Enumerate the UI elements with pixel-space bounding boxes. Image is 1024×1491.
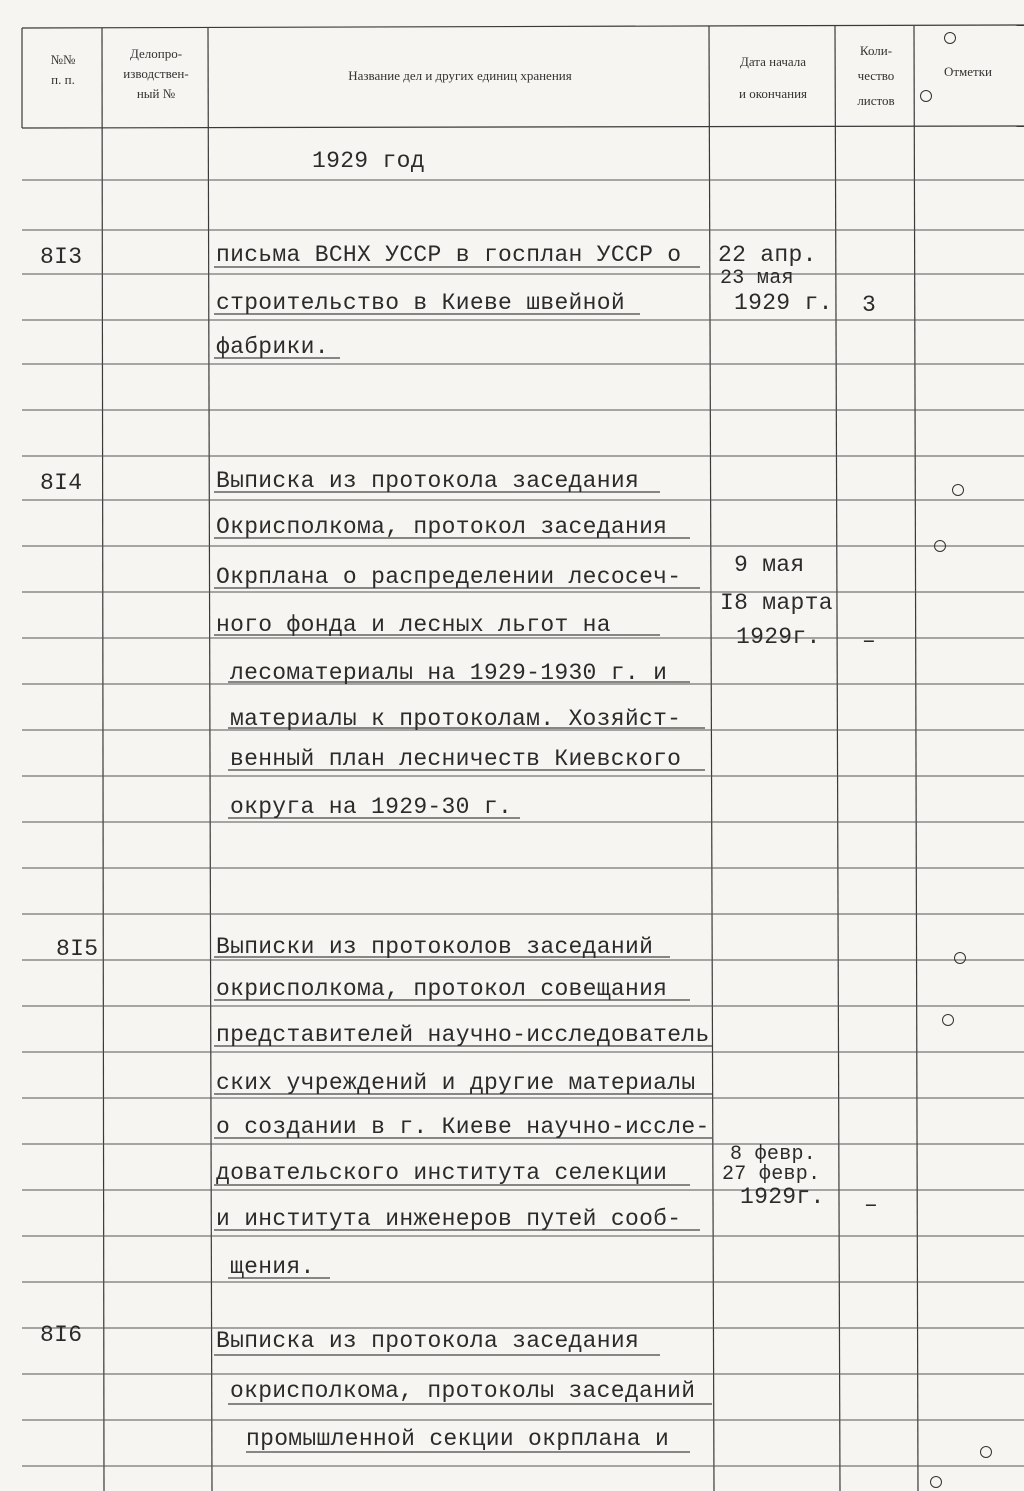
punch-hole-mark	[952, 484, 964, 496]
record-date-year: 1929 г.	[734, 290, 833, 316]
record-sheets: –	[864, 1192, 879, 1218]
record-date-end: 23 мая	[720, 267, 794, 290]
record-title-line: ских учреждений и другие материалы	[216, 1070, 696, 1096]
record-title-line: окрисполкома, протоколы заседаний	[230, 1378, 696, 1404]
record-date-start: 8 февр.	[730, 1143, 817, 1166]
record-title-line: фабрики.	[216, 334, 329, 360]
header-col-office-num: Делопро- изводствен- ный №	[123, 46, 189, 101]
record-title-line: письма ВСНХ УССР в госплан УССР о	[216, 242, 682, 268]
record-number: 8I6	[40, 1322, 83, 1348]
record-title-line: венный план лесничеств Киевского	[230, 746, 682, 772]
punch-hole-mark	[934, 540, 946, 552]
record-date-end: I8 марта	[720, 590, 833, 616]
record-title-line: Выписки из протоколов заседаний	[216, 934, 654, 960]
header-col-notes: Отметки	[943, 64, 993, 79]
header-col-num: №№ п. п.	[50, 52, 76, 87]
record-title-line: довательского института селекции	[216, 1160, 668, 1186]
record-title-line: Выписка из протокола заседания	[216, 468, 640, 494]
record-date-start: 22 апр.	[718, 242, 817, 268]
year-heading: 1929 год	[312, 148, 425, 174]
punch-hole-mark	[954, 952, 966, 964]
record-title-line: лесоматериалы на 1929-1930 г. и	[230, 660, 668, 686]
record-date-year: 1929г.	[740, 1184, 825, 1210]
punch-hole-mark	[942, 1014, 954, 1026]
record-title-line: промышленной секции окрплана и	[246, 1426, 670, 1452]
record-number: 8I4	[40, 470, 83, 496]
record-title-line: ного фонда и лесных льгот на	[216, 612, 611, 638]
header-col-title: Название дел и других единиц хранения	[348, 68, 572, 83]
punch-hole-mark	[930, 1476, 942, 1488]
record-title-line: о создании в г. Киеве научно-иссле-	[216, 1114, 710, 1140]
record-title-line: округа на 1929-30 г.	[230, 794, 513, 820]
record-title-line: материалы к протоколам. Хозяйст-	[230, 706, 682, 732]
punch-hole-mark	[980, 1446, 992, 1458]
record-title-line: Окрисполкома, протокол заседания	[216, 514, 668, 540]
record-date-year: 1929г.	[736, 624, 821, 650]
punch-hole-mark	[944, 32, 956, 44]
record-sheets: –	[862, 628, 877, 654]
record-title-line: строительство в Киеве швейной	[216, 290, 625, 316]
record-title-line: и института инженеров путей сооб-	[216, 1206, 682, 1232]
record-sheets: 3	[862, 292, 877, 318]
punch-hole-mark	[920, 90, 932, 102]
header-col-sheets: Коли- чество листов	[857, 43, 895, 108]
record-title-line: Окрплана о распределении лесосеч-	[216, 564, 682, 590]
record-number: 8I3	[40, 244, 83, 270]
record-title-line: Выписка из протокола заседания	[216, 1328, 640, 1354]
record-title-line: представителей научно-исследователь	[216, 1022, 710, 1048]
record-title-line: окрисполкома, протокол совещания	[216, 976, 668, 1002]
record-title-line: щения.	[230, 1254, 315, 1280]
record-date-start: 9 мая	[734, 552, 805, 578]
record-number: 8I5	[56, 936, 99, 962]
record-date-end: 27 февр.	[722, 1163, 821, 1186]
header-col-dates: Дата начала и окончания	[738, 54, 808, 101]
